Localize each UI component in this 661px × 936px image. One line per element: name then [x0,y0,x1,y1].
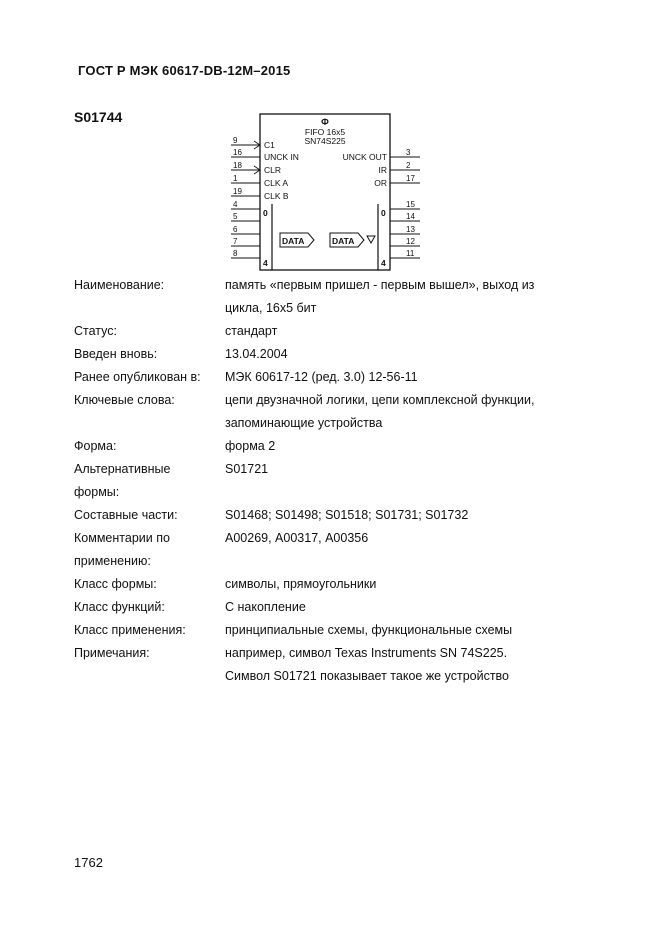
property-value [225,458,594,504]
property-value [225,642,594,688]
property-label-line: Составные части: [74,508,178,522]
property-label [74,573,225,596]
data-out-label: DATA [332,236,355,246]
output-bus-end-index: 4 [381,258,386,268]
fifo-symbol-svg [226,112,426,272]
property-value-line: 13.04.2004 [225,347,288,361]
property-value [225,619,594,642]
property-row [74,366,594,389]
property-row [74,527,594,573]
input-pin-label: CLR [264,165,282,175]
symbol-qualifier: Ф [321,117,329,127]
property-label [74,343,225,366]
three-state-output-icon [367,236,375,243]
property-label-line: Альтернативные [74,462,171,476]
input-pin-number: 6 [233,225,238,234]
property-value-line: запоминающие устройства [225,416,383,430]
property-row [74,642,594,688]
output-pin-number: 13 [406,225,415,234]
property-label-line: Класс формы: [74,577,157,591]
property-row [74,596,594,619]
property-label-line: Наименование: [74,278,165,292]
property-label [74,458,225,504]
input-pin-number: 16 [233,148,242,157]
property-label-line: Ранее опубликован в: [74,370,201,384]
input-pin-number: 4 [233,200,238,209]
property-label [74,366,225,389]
property-row [74,573,594,596]
property-value [225,343,594,366]
property-label [74,596,225,619]
property-value [225,596,594,619]
property-value [225,573,594,596]
output-pin-label: OR [374,178,387,188]
input-pin-label: C1 [264,140,275,150]
property-value [225,389,594,435]
property-label-line: Ключевые слова: [74,393,175,407]
output-pin-number: 14 [406,212,415,221]
property-value-line: А00269, А00317, А00356 [225,531,369,545]
property-value [225,435,594,458]
property-label [74,504,225,527]
symbol-code: S01744 [74,109,123,125]
property-value-line: S01468; S01498; S01518; S01731; S01732 [225,508,469,522]
property-value [225,274,594,320]
property-label-line: Примечания: [74,646,150,660]
property-value-line: символы, прямоугольники [225,577,377,591]
property-row [74,458,594,504]
input-bus-start-index: 0 [263,208,268,218]
property-label-line: Класс применения: [74,623,186,637]
property-row [74,274,594,320]
property-value-line: С накопление [225,600,306,614]
property-label-line: Класс функций: [74,600,165,614]
property-value-line: например, символ Texas Instruments SN 74S225. [225,646,508,660]
property-value-line: S01721 [225,462,269,476]
symbol-title-line2: SN74S225 [304,136,346,146]
input-pin-number: 7 [233,237,238,246]
fifo-symbol-diagram [226,112,426,272]
property-label-line: применению: [74,554,151,568]
input-pin-number: 19 [233,187,242,196]
property-label [74,389,225,435]
output-pin-label: UNCK OUT [342,152,387,162]
property-label [74,642,225,688]
input-pin-label: CLK A [264,178,289,188]
output-pin-number: 2 [406,161,411,170]
property-row [74,435,594,458]
property-label [74,527,225,573]
property-label-line: Форма: [74,439,117,453]
property-value-line: МЭК 60617-12 (ред. 3.0) 12-56-11 [225,370,418,384]
property-row [74,343,594,366]
property-row [74,619,594,642]
output-pin-number: 12 [406,237,415,246]
input-pin-number: 5 [233,212,238,221]
output-pin-number: 11 [406,249,415,258]
input-pin-number: 9 [233,136,238,145]
output-pin-number: 17 [406,174,415,183]
output-pin-number: 3 [406,148,411,157]
property-label [74,435,225,458]
input-pin-label: UNCK IN [264,152,299,162]
input-bus-end-index: 4 [263,258,268,268]
property-label-line: Статус: [74,324,117,338]
property-row [74,320,594,343]
property-label-line: Введен вновь: [74,347,158,361]
document-header: ГОСТ Р МЭК 60617-DB-12M–2015 [78,63,291,78]
property-label [74,320,225,343]
input-pin-number: 8 [233,249,238,258]
property-value-line: форма 2 [225,439,276,453]
output-pin-label: IR [378,165,387,175]
input-pin-number: 18 [233,161,242,170]
property-label-line: формы: [74,485,120,499]
property-label [74,619,225,642]
input-pin-label: CLK B [264,191,289,201]
data-in-label: DATA [282,236,305,246]
property-row [74,504,594,527]
property-label [74,274,225,320]
property-value [225,320,594,343]
input-pin-number: 1 [233,174,238,183]
page-number: 1762 [74,855,103,870]
symbol-title-line1: FIFO 16x5 [304,127,346,137]
property-value-line: цикла, 16х5 бит [225,301,317,315]
property-value-line: Символ S01721 показывает такое же устройство [225,669,510,683]
property-value-line: принципиальные схемы, функциональные схемы [225,623,513,637]
property-label-line: Комментарии по [74,531,170,545]
property-value [225,366,594,389]
property-value [225,504,594,527]
properties-table [74,274,594,688]
property-row [74,389,594,435]
property-value [225,527,594,573]
output-bus-start-index: 0 [381,208,386,218]
property-value-line: цепи двузначной логики, цепи комплексной функции, [225,393,535,407]
output-pin-number: 15 [406,200,415,209]
property-value-line: память «первым пришел - первым вышел», выход из [225,278,535,292]
property-value-line: стандарт [225,324,278,338]
